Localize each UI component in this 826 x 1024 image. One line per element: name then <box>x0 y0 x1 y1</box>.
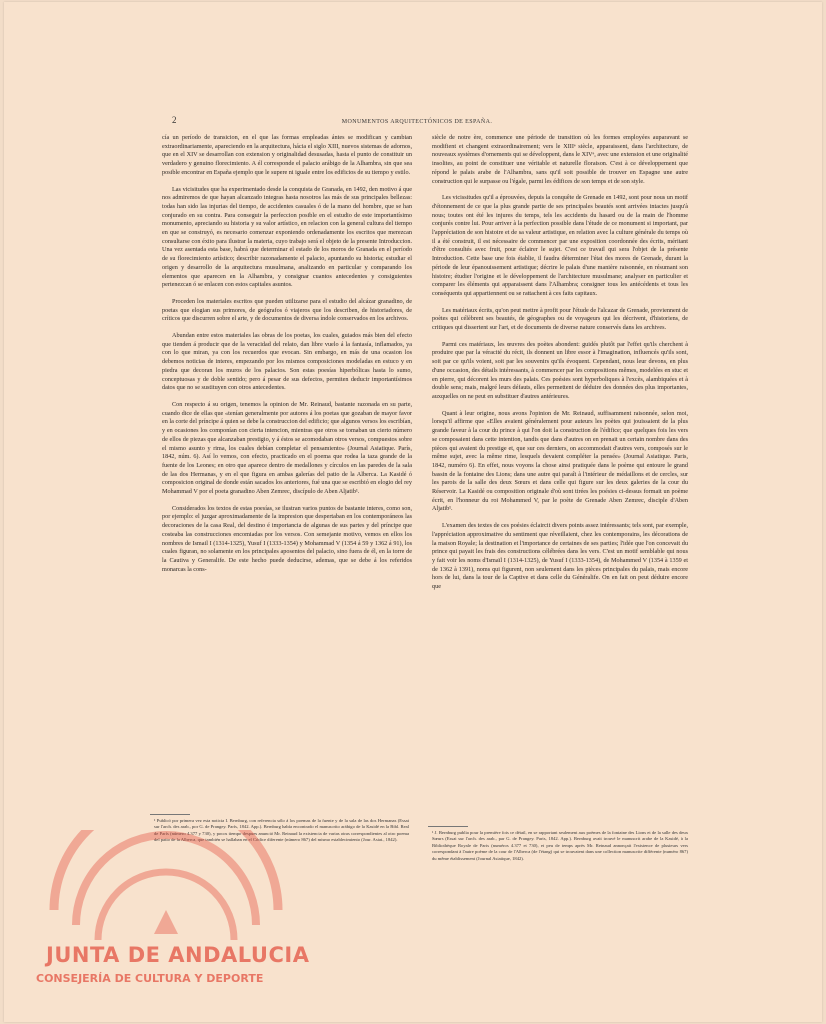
footnote-rule <box>150 814 190 815</box>
paragraph: Parmi ces matériaux, les œuvres des poètes abondent: guidés plutôt par l'effet qu'ils cherchent à produire que par la véracité du récit, ils donnent un libre essor à l'imagination, influencés qu'ils sont, soit par ce qu'ils voient, soit par les souvenirs qu'ils évoquent. Cependant, nous leur devons, en plus d'une occasion, des détails intéressants, à commencer par les compositions mêmes, modelées en stuc et en pierre, qui décorent les murs des palais. Ces poésies sont hyperboliques à l'excès, alambiquées et à double sens; mais, malgré leurs défauts, elles permettent de déduire des données des plus importantes, auxquelles on ne peut en substituer d'autres antérieures. <box>432 340 688 400</box>
paragraph: Les matériaux écrits, qu'on peut mettre à profit pour l'étude de l'alcazar de Grenade, proviennent de poètes qui célèbrent ses beautés, de géographes ou de voyageurs qui les décrivent, d'historiens, de critiques qui dissertent sur l'art, et de documents de diverse nature conservés dans les archives. <box>432 306 688 332</box>
paragraph: Con respecto á su origen, tenemos la opinion de Mr. Reinaud, bastante razonada en su parte, cuando dice de ellas que «tenían generalmente por autores á los poetas que gozaban de mayor favor en la corte del príncipe á quien se debe la construccion del edificio; que algunos versos los escribían, y en ocasiones los componían con cierta intencion, mientras que otros se tomaban un cierto número de ellos de piezas que alcanzaban prestigio, y á éstos se acomodaban otros versos, compuestos sobre el mismo asunto y rima, los cuales debían completar el pensamiento» (Journal Asiatique. París, 1842, núm. 6). Así lo vemos, con efecto, practicado en el poema que rodea la taza grande de la fuente de los Leones; en otro que aparece dentro de medallones y círculos en las paredes de la sala de las dos Hermanas, y en el que figura en ambas galerías del patio de la Alberca. La Kasidé ó composicion original de donde están sacados los anteriores, fué una que se escribió en elogio del rey Mohammad V por el poeta granadino Aben Zemrec, discípulo de Aben Aljatib¹. <box>162 400 412 496</box>
paragraph: Las vicisitudes que ha experimentado desde la conquista de Granada, en 1492, den motivo á que nos admiremos de que hayan alcanzado integras hasta nosotros las más de sus principales bellezas: todas han sido las injurias del tiempo, de accidentes casuales ó de la mano del hombre, que se han conjurado en su contra. Para conseguir la perfeccion posible en el estudio de este importantísimo monumento, apreciando su historia y su valor artístico, en relacion con la general cultura del tiempo en que se construyó, es necesario comenzar exponiendo ordenadamente los escritos que merezcan consultarse con éxito para ilustrar la materia, cuyo trabajo será el objeto de la presente Introduccion. Una vez asentada esta base, habrá que determinar el estado de los moros de Granada en el período de su florecimiento artístico; describir razonadamente el palacio, apuntando su historia; estudiar el origen y desarrollo de la arquitectura musulmana, analizando en particular y comparando los elementos que aparecen en la Alhambra, y consignar cuantos antecedentes y consiguientes pertenezcan ó se enlacen con estos capitales asuntos. <box>162 185 412 289</box>
paragraph: siècle de notre ère, commence une période de transition où les formes employées auparavant se modifient et changent extraordinairement; vers le XIIIᵉ siècle, apparaissent, dans l'architecture, de nouveaux systèmes d'ornements qui se développent, dans le XIVᵉ, avec une extension et une originalité insolites, au point de constituer une véritable et naturelle floraison. C'est à ce développement que répond le palais arabe de l'Alhambra, sans qu'il soit possible de trouver en Espagne une autre construction qui le surpasse ou l'égale, parmi les édifices de son temps et de son style. <box>432 134 688 185</box>
watermark-subtitle: CONSEJERÍA DE CULTURA Y DEPORTE <box>36 972 264 985</box>
paragraph: Proceden los materiales escritos que pueden utilizarse para el estudio del alcázar granadino, de poetas que elogian sus primores, de geógrafos ó viajeros que los describen, de historiadores, de críticos que discurren sobre el arte, y de documentos de diversa índole conservados en los archivos. <box>162 297 412 323</box>
paragraph: Considerados los textos de estas poesías, se ilustran varios puntos de bastante interes, como son, por ejemplo: el juzgar aproximadamente de la impresion que despertaban en los contemporáneos las decoraciones de la casa Real, del destino é importancia de algunas de sus partes y del príncipe que costeaba las construcciones encomiadas por los versos. Con semejante motivo, vemos en ellos los nombres de Ismail I (1314-1325), Yusuf I (1333-1354) y Mohammad V (1354 á 59 y 1362 á 91), los cuales figuran, no solamente en los principales aposentos del palacio, sino fuera de él, en la torre de la Cautiva y Generalife. De este hecho puede deducirse, ademas, que se debe á los referidos monarcas la cons- <box>162 504 412 573</box>
paragraph: Abundan entre estos materiales las obras de los poetas, los cuales, guiados más bien del efecto que tienden á producir que de la veracidad del relato, dan libre vuelo á la fantasía, inflamados, ya con lo que miran, ya con los recuerdos que evocan. Sin embargo, en más de una ocasion los debemos noticias de interes, empezando por los mismos composiciones modeladas en estuco y en piedra que decoran los muros de los palacios. Son estas poesías hiperbólicas hasta lo sumo, conceptuosas y de doble sentido; pero á pesar de sus defectos, permiten deducir importantísimos datos que no se sustituyen con otros antecedentes. <box>162 332 412 392</box>
paragraph: cía un período de transicion, en el que las formas empleadas ántes se modifican y cambian extraordinariamente, apareciendo en la arquitectura, hácia el siglo XIII, nuevos sistemas de adornos, que en el XIV se desarrollan con extension y originalidad desusadas, hasta el punto de constituir un verdadero y genuino florecimiento. A él corresponde el palacio arábigo de la Alhambra, sin que sea posible encontrar en España ejemplo que le supere ni iguale entre los edificios de su tiempo y estilo. <box>162 134 412 176</box>
watermark-title: JUNTA DE ANDALUCIA <box>46 943 310 967</box>
footnote-rule <box>428 826 468 827</box>
right-footnote: ¹ J. Bernburg publia pour la première fois ce détail, en se rapportant seulement aux poèmes de la fontaine des Lions et de la salle des deux Sœurs (Essai sur l'arch. des arab., par G. de Prangey. Paris, 1842. App.). Bernburg avait trouvé le manuscrit arabe de la Kasidé, à la Bibliothèque Royale de Paris (numéros 4.377 et 730), et peu de temps après Mr. Reinaud annonçait l'existence de plusieurs vers correspondant à l'autre poème de la cour de l'Alberca (de l'étang) qui se trouvaient dans une collection manuscrite différente (numéro 867) du même établissement (Journal Asiatique, 1842). <box>432 830 688 861</box>
right-column-french-text <box>432 134 688 824</box>
left-column-spanish-text <box>162 134 412 824</box>
left-footnote: ¹ Publicó por primera vez esta noticia I. Bernburg, con referencia sólo á los poemas de la fuente y de la sala de las dos Hermanas (Essai sur l'arch. des arab., por G. de Prangey. París, 1842. App.). Bernburg había encontrado el manuscrito arábigo de la Kasidé en la Bibl. Real de París (número 4.377 y 730), y pocos tiempo despues anunció Mr. Reinaud la existencia de varias otras correspondientes al otro poema del patio de la Alberca, que también se hallaban en el Códice diferente (número 867) del mismo establecimiento (Jour. Asiat., 1842). <box>154 818 409 843</box>
paragraph: L'examen des textes de ces poésies éclaircit divers points assez intéressants; tels sont, par exemple, l'appréciation approximative du sentiment que réveillaient, chez les contemporains, les décorations de la maison Royale; la destination et l'importance de certaines de ses parties; l'idée que l'on concevait du prince qui payait les frais des constructions célébrées dans les vers. C'est un motif semblable qui nous y fait voir les noms d'Ismaïl I (1314-1325), de Yusuf I (1333-1354), de Mohammed V (1354 à 1359 et de 1362 à 1391), noms qui figurent, non seulement dans les pièces principales du palais, mais encore hors de lui, dans la tour de la Captive et dans celle du Généralife. On en fait on peut déduire encore que <box>432 522 688 591</box>
running-head: MONUMENTOS ARQUITECTÓNICOS DE ESPAÑA. <box>341 119 493 125</box>
paragraph: Les vicissitudes qu'il a éprouvées, depuis la conquête de Grenade en 1492, sont pour nous un motif d'étonnement de ce que la plus grande partie de ses principales beautés sont arrivées intactes jusqu'à nous; toutes ont été les injures du temps, tels les accidents du hasard ou de la main de l'homme conjurés contre lui. Pour arriver à la perfection possible dans l'étude de ce monument si important, par l'appréciation de son histoire et de sa valeur artistique, en relation avec la culture générale du temps où il a été construit, il est nécessaire de commencer par une exposition coordonnée des écrits, méritant d'être consultés avec fruit, pour éclairer le sujet. C'est ce travail qui sera l'objet de la présente Introduction. Cette base une fois établie, il faudra déterminer l'état des mores de Grenade, durant la période de leur épanouissement artistique; décrire le palais d'une manière raisonnée, en résumant son histoire; étudier l'origine et le développement de l'architecture musulmane; analyser en particulier et comparer les éléments qui apparaissent dans l'Alhambra; consigner tous les antécédents et tous les conséquents qui appartiennent ou se rattachent à ces faits capitaux. <box>432 194 688 297</box>
paragraph: Quant à leur origine, nous avons l'opinion de Mr. Reinaud, suffisamment raisonnée, selon moi, lorsqu'il affirme que «Elles avaient généralement pour auteurs les poètes qui jouissaient de la plus grande faveur à la cour du prince à qui l'on doit la construction de l'édifice; que quelques fois les vers se composaient dans cette intention, tandis que dans d'autres on en prenait un certain nombre dans des pièces qui avaient du prestige et, que sur ces derniers, on accommodait d'autres vers, composés sur le même sujet, avec la même rime, lesquels devaient compléter la pensée» (Journal Asiatique. Paris, 1842, numéro 6). En effet, nous voyons la chose ainsi pratiquée dans le poème qui entoure le grand bassin de la fontaine des Lions; dans une autre qui paraît à l'intérieur de médaillons et de cercles, sur les parois de la salle des deux Sœurs et dans celle qui figure sur les deux galeries de la cour du Réservoir. La Kasidé ou composition originale d'où sont tirées les poésies ci-dessus formait un poème écrit, en l'honneur du roi Mohammed V, par le poète de Grenade Aben Zemrec, disciple d'Aben Aljatib¹. <box>432 409 688 513</box>
page-number: 2 <box>172 115 177 125</box>
